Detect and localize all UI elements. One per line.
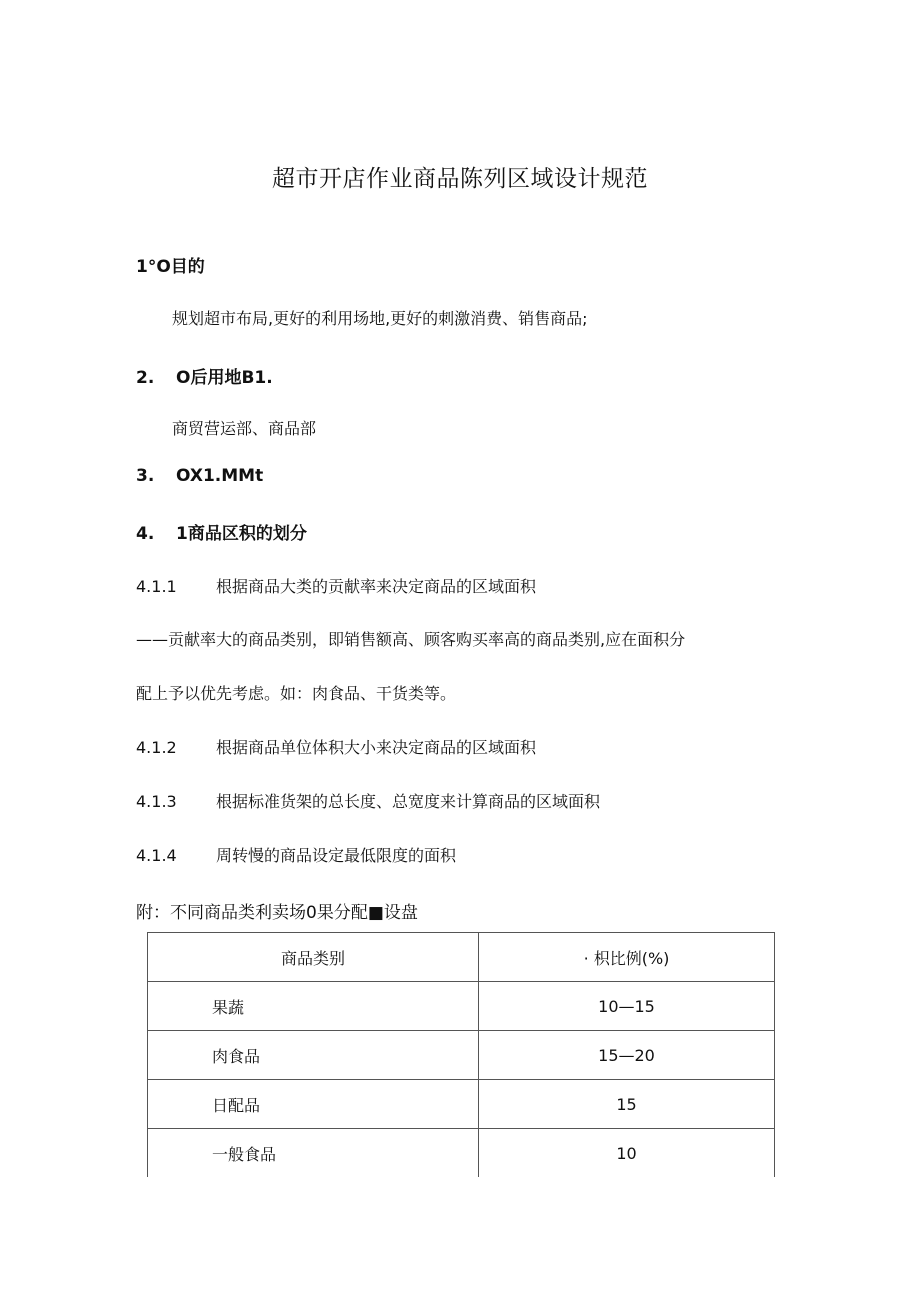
table-cell-ratio: 15—20 [479,1031,775,1080]
section-heading-1 [136,252,205,277]
subsection-text: 根据商品大类的贡献率来决定商品的区域面积 [216,577,537,596]
subsection-number: 4.1.2 [136,738,177,757]
section-heading-4 [136,519,307,544]
section-1-body: 规划超市布局,更好的利用场地,更好的刺激消费、销售商品; [172,309,588,328]
section-number: 2. [136,368,155,388]
section-heading-3 [136,466,263,486]
table-cell-category: 日配品 [148,1080,479,1129]
document-title: 超市开店作业商品陈列区域设计规范 [272,166,648,192]
subsection-4-1-3 [136,789,600,812]
table-cell-category: 肉食品 [148,1031,479,1080]
section-title: O目的 [156,257,205,277]
table-header-row [148,933,775,982]
section-number: 3. [136,466,155,486]
table-cell-ratio: 10—15 [479,982,775,1031]
section-number: 1° [136,257,157,277]
subsection-4-1-4 [136,843,456,866]
table-row [148,982,775,1031]
section-title: OX1.MMt [176,466,264,486]
section-heading-2 [136,363,273,388]
subsection-number: 4.1.1 [136,577,177,596]
section-number: 4. [136,524,155,544]
table-cell-ratio: 10 [479,1129,775,1178]
subsection-4-1-1 [136,574,536,597]
section-title: O后用地B1. [176,368,273,388]
table-header-category: 商品类别 [148,933,479,982]
table-row [148,1080,775,1129]
subsection-4-1-2 [136,735,536,758]
table-cell-category: 一般食品 [148,1129,479,1178]
area-allocation-table [147,932,775,1177]
appendix-title: 附：不同商品类利卖场0果分配■设盘 [136,903,418,923]
table-row [148,1031,775,1080]
subsection-text: 根据商品单位体积大小来决定商品的区域面积 [216,738,537,757]
explanation-line-2: 配上予以优先考虑。如：肉食品、干货类等。 [136,684,457,703]
section-title: 1商品区积的划分 [176,524,307,544]
table-header-ratio: · 枳比例(%) [479,933,775,982]
subsection-text: 根据标准货架的总长度、总宽度来计算商品的区域面积 [216,792,601,811]
section-2-body: 商贸营运部、商品部 [172,419,317,438]
subsection-number: 4.1.4 [136,846,177,865]
explanation-line-1: ——贡献率大的商品类别，即销售额高、顾客购买率高的商品类别,应在面积分 [136,630,686,649]
table-cell-ratio: 15 [479,1080,775,1129]
subsection-text: 周转慢的商品设定最低限度的面积 [216,846,457,865]
subsection-number: 4.1.3 [136,792,177,811]
table-row [148,1129,775,1178]
table-cell-category: 果蔬 [148,982,479,1031]
